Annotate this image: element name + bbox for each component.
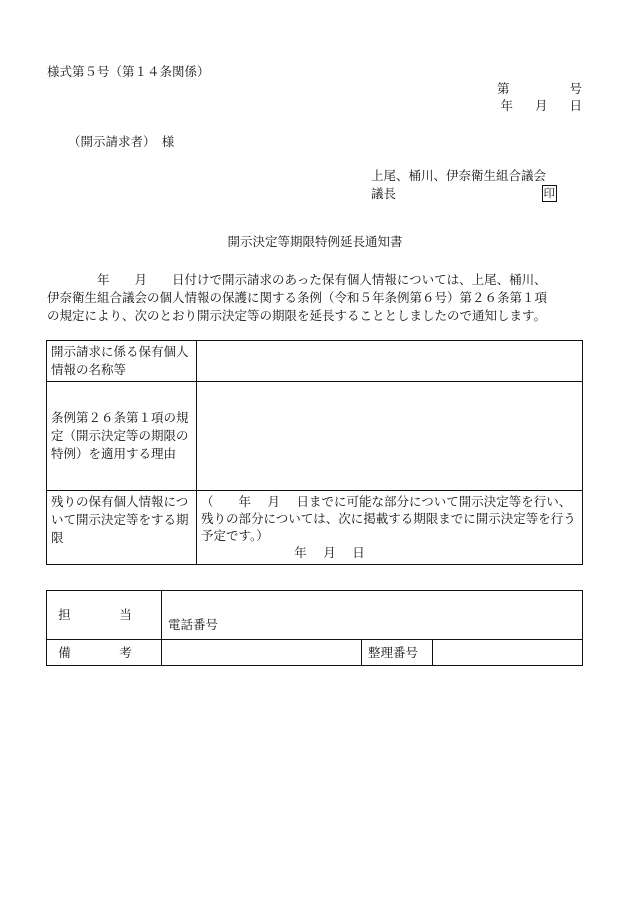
form-number: 様式第５号（第１４条関係） <box>47 64 210 79</box>
reason-value <box>197 382 583 491</box>
deadline-date: 年 月 日 <box>294 545 365 560</box>
deadline-text: （ 年 月 日までに可能な部分について開示決定等を行い、残りの部分については、次に掲載する期限までに開示決定等を行う予定です。） <box>201 494 576 543</box>
reason-label: 条例第２６条第１項の規定（開示決定等の期限の特例）を適用する理由 <box>47 382 197 491</box>
date-year: 年 <box>500 98 513 113</box>
ref-prefix: 第 <box>496 81 510 96</box>
info-name-value <box>197 341 583 382</box>
document-title: 開示決定等期限特例延長通知書 <box>227 234 403 249</box>
office-use-table <box>46 590 583 666</box>
body-line: の規定により、次のとおり開示決定等の期限を延長することとしましたので通知します。 <box>47 308 547 323</box>
table-row <box>47 491 583 565</box>
reference-number <box>497 81 582 97</box>
remarks-value <box>162 640 362 666</box>
date-month: 月 <box>534 98 548 113</box>
table-row <box>47 591 583 640</box>
phone-label: 電話番号 <box>162 591 583 640</box>
table-row <box>47 382 583 491</box>
body-line: 年 月 日付けで開示請求のあった保有個人情報については、上尾、桶川、 <box>47 272 547 287</box>
date-day: 日 <box>569 98 582 113</box>
remarks-label: 備 考 <box>47 640 162 666</box>
issue-date <box>500 98 582 114</box>
extension-details-table <box>46 340 583 565</box>
ref-number-value <box>433 640 583 666</box>
table-row <box>47 341 583 382</box>
ref-number-label: 整理番号 <box>362 640 433 666</box>
issuer-title: 議長 <box>371 186 397 201</box>
addressee: （開示請求者） 様 <box>68 134 175 149</box>
seal-mark: 印 <box>543 186 555 200</box>
body-line: 伊奈衛生組合議会の個人情報の保護に関する条例（令和５年条例第６号）第２６条第１項 <box>47 290 548 305</box>
body-paragraph <box>47 271 583 325</box>
deadline-label: 残りの保有個人情報について開示決定等をする期限 <box>47 491 197 565</box>
ref-suffix: 号 <box>569 81 582 96</box>
staff-label: 担 当 <box>47 591 162 640</box>
table-row <box>47 640 583 666</box>
deadline-value <box>197 491 583 565</box>
issuer-title-row <box>371 186 557 202</box>
issuer-organization: 上尾、桶川、伊奈衛生組合議会 <box>371 168 547 183</box>
info-name-label: 開示請求に係る保有個人情報の名称等 <box>47 341 197 382</box>
